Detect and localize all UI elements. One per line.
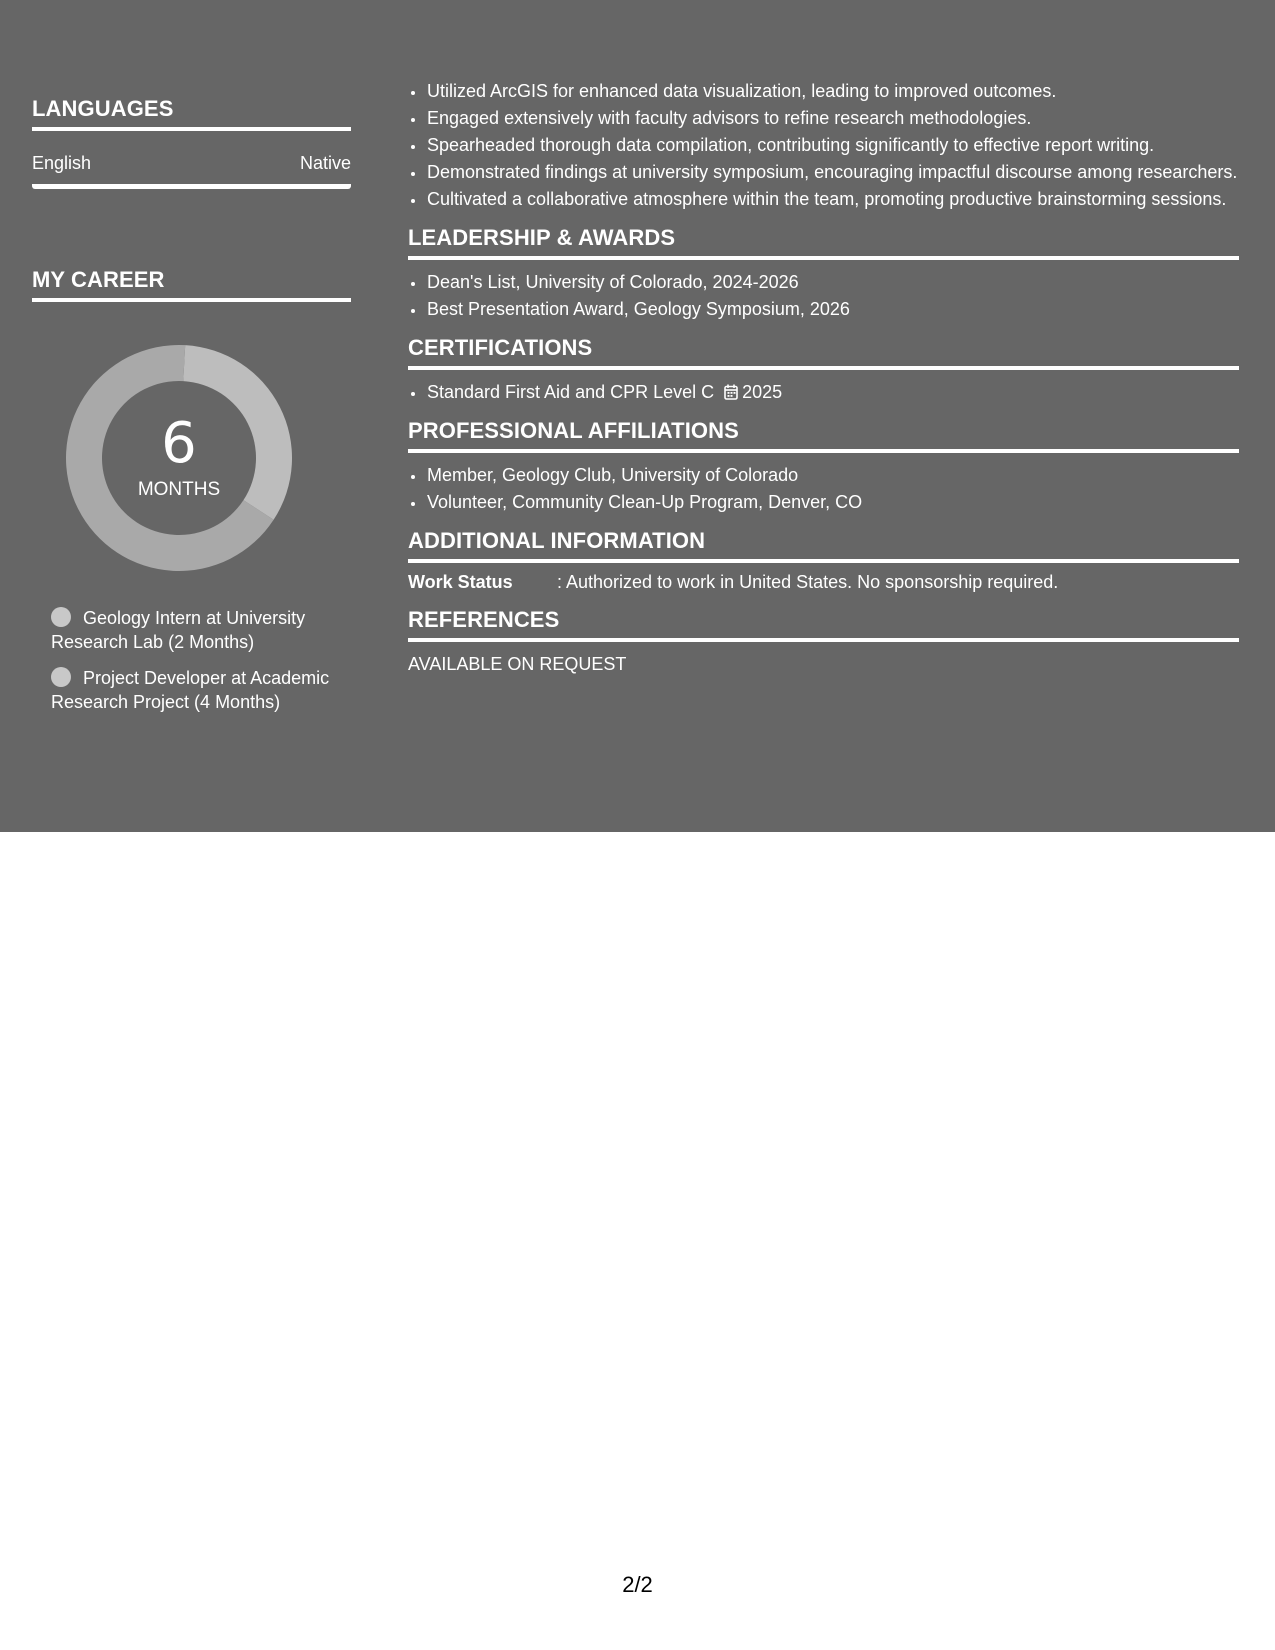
experience-bullet: • Utilized ArcGIS for enhanced data visualization, leading to improved outcomes. <box>426 79 1239 103</box>
career-title: MY CAREER <box>32 267 351 302</box>
additional-info-section <box>408 528 1239 593</box>
page-number: 2/2 <box>622 1572 653 1597</box>
legend-dot <box>51 667 71 687</box>
language-name: English <box>32 153 92 173</box>
career-section <box>32 267 351 302</box>
certification-item <box>426 380 1239 404</box>
legend-item <box>51 606 341 654</box>
leadership-title: LEADERSHIP & AWARDS <box>408 225 1239 260</box>
leadership-list <box>408 270 1239 321</box>
certification-name: Standard First Aid and CPR Level C <box>427 382 715 402</box>
affiliation-item: • Member, Geology Club, University of Colorado <box>426 463 1239 487</box>
legend-label: Geology Intern at University Research Lab (2 Months) <box>51 608 306 652</box>
career-legend <box>51 606 341 726</box>
affiliation-item: • Volunteer, Community Clean-Up Program, Denver, CO <box>426 490 1239 514</box>
languages-title: LANGUAGES <box>32 96 351 131</box>
calendar-icon <box>724 382 738 398</box>
certifications-section <box>408 335 1239 404</box>
right-column <box>408 0 1239 675</box>
work-status-value: : Authorized to work in United States. No sponsorship required. <box>557 572 1059 592</box>
references-section <box>408 607 1239 675</box>
work-status-label: Work Status <box>408 572 513 592</box>
experience-bullet-list <box>408 79 1239 211</box>
experience-bullet: • Engaged extensively with faculty advisors to refine research methodologies. <box>426 106 1239 130</box>
legend-label: Project Developer at Academic Research Project (4 Months) <box>51 668 330 712</box>
language-row <box>32 131 351 189</box>
career-donut-chart <box>66 345 292 571</box>
references-text: AVAILABLE ON REQUEST <box>408 654 627 674</box>
references-title: REFERENCES <box>408 607 1239 642</box>
languages-section <box>32 96 351 189</box>
certification-year: 2025 <box>742 382 783 402</box>
affiliations-section <box>408 418 1239 514</box>
leadership-item: • Best Presentation Award, Geology Symposium, 2026 <box>426 297 1239 321</box>
affiliations-list <box>408 463 1239 514</box>
language-level: Native <box>299 153 351 173</box>
certifications-list <box>408 380 1239 404</box>
legend-item <box>51 666 341 714</box>
leadership-item: • Dean's List, University of Colorado, 2024-2026 <box>426 270 1239 294</box>
leadership-section <box>408 225 1239 321</box>
work-status-row <box>408 572 1239 593</box>
experience-bullet: • Demonstrated findings at university symposium, encouraging impactful discourse among researchers. <box>426 160 1239 184</box>
experience-bullet: • Cultivated a collaborative atmosphere within the team, promoting productive brainstorming sessions. <box>426 187 1239 211</box>
experience-bullet: • Spearheaded thorough data compilation, contributing significantly to effective report writing. <box>426 133 1239 157</box>
certifications-title: CERTIFICATIONS <box>408 335 1239 370</box>
additional-info-title: ADDITIONAL INFORMATION <box>408 528 1239 563</box>
donut-total-unit: MONTHS <box>137 479 221 500</box>
donut-total-value: 6 <box>161 411 197 476</box>
affiliations-title: PROFESSIONAL AFFILIATIONS <box>408 418 1239 453</box>
legend-dot <box>51 607 71 627</box>
